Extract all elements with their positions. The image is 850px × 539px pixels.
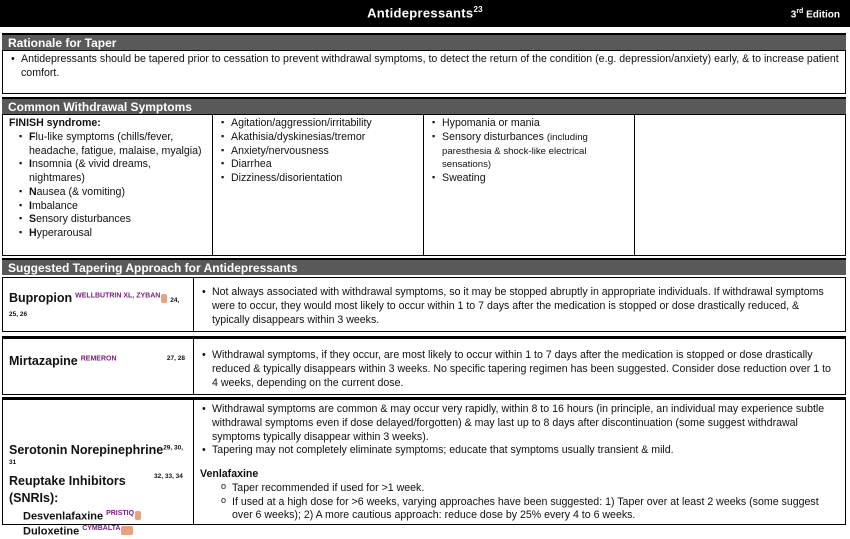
- snri-text-cell: [193, 397, 846, 525]
- snri-bullet-2: • Tapering may not completely eliminate symptoms; educate that symptoms usually transient & mild.: [200, 444, 839, 458]
- duloxetine-brand: CYMBALTA: [82, 524, 121, 532]
- pill-icon: [121, 526, 133, 535]
- rationale-box: [2, 50, 846, 94]
- snri-name-cell: [2, 397, 194, 538]
- tapering-heading: Suggested Tapering Approach for Antidepressants: [2, 258, 846, 275]
- snri-bullet-1: • Withdrawal symptoms are common & may occur very rapidly, within 8 to 16 hours (in principle, an individual may experience subtle withdrawal symptoms even if dose delayed/forgotten) & may last up to 8 days after discontinuation (some suggest withdrawal symptoms typically disappear within 3 weeks).: [200, 403, 839, 444]
- bupropion-text-cell: [193, 277, 846, 332]
- pill-icon: [161, 294, 167, 303]
- venlafaxine-sub-1: o Taper recommended if used for >1 week.: [220, 482, 839, 496]
- symptoms-column-2: [212, 114, 424, 256]
- title-reference: 23: [473, 5, 483, 14]
- mirtazapine-refs: 27, 28: [166, 355, 185, 362]
- finish-item: ▪ Sensory disturbances: [17, 213, 206, 227]
- finish-list: [17, 131, 206, 241]
- desvenlafaxine-brand: PRISTIQ: [106, 509, 135, 517]
- finish-title: FINISH syndrome:: [9, 117, 101, 129]
- bupropion-name-cell: [2, 277, 194, 332]
- mirtazapine-name: Mirtazapine: [9, 354, 78, 368]
- finish-item: ▪ Nausea (& vomiting): [17, 186, 206, 200]
- symptom-item: ▪ Anxiety/nervousness: [219, 145, 417, 159]
- symptoms-list-2: [219, 117, 417, 186]
- bupropion-refs: 24, 25, 26: [9, 297, 180, 318]
- title-bar: [0, 0, 850, 27]
- page-title: Antidepressants$^{23}$: [367, 5, 483, 21]
- finish-item: ▪ Flu-like symptoms (chills/fever, headache, fatigue, malaise, myalgia): [17, 131, 206, 159]
- edition-label: 3rd Edition: [790, 8, 840, 21]
- snri-name-line2: Reuptake Inhibitors: [9, 474, 126, 489]
- duloxetine-name: Duloxetine: [23, 525, 80, 538]
- symptom-item: ▪ Dizziness/disorientation: [219, 172, 417, 186]
- mirtazapine-text: • Withdrawal symptoms, if they occur, are most likely to occur within 1 to 7 days after the medication is stopped or dose drastically reduced & typically disappears within 3 weeks. No specific tapering regimen has been suggested. Consider dose reduction over 1 to 4 weeks, depending on the current dose.: [200, 349, 839, 390]
- mirtazapine-brand: REMERON: [80, 355, 117, 363]
- finish-column: [2, 114, 213, 256]
- finish-item: ▪ Insomnia (& vivid dreams, nightmares): [17, 158, 206, 186]
- symptoms-column-4: [634, 114, 846, 256]
- venlafaxine-heading: Venlafaxine: [200, 468, 259, 481]
- bupropion-brand: WELLBUTRIN XL, ZYBAN: [75, 292, 161, 300]
- mirtazapine-name-cell: [2, 336, 194, 395]
- rationale-text: • Antidepressants should be tapered prior to cessation to prevent withdrawal symptoms, to detect the return of the condition (e.g. depression/anxiety) early, & to increase patient comfort.: [9, 53, 839, 81]
- finish-item: ▪ Hyperarousal: [17, 227, 206, 241]
- symptoms-list-3: [430, 117, 628, 186]
- desvenlafaxine-name: Desvenlafaxine: [23, 510, 104, 523]
- venlafaxine-sub-2: o If used at a high dose for >6 weeks, varying approaches have been suggested: 1) Taper over at least 2 weeks (some suggest over 6 weeks); 2) A more cautious approach: reduce dose by 25% every 4 to 6 weeks.: [220, 496, 839, 524]
- symptom-item: ▪ Diarrhea: [219, 158, 417, 172]
- snri-refs-1: 29, 30, 31: [9, 444, 184, 466]
- snri-name-line3: (SNRIs):: [9, 490, 59, 505]
- finish-item: ▪ Imbalance: [17, 200, 206, 214]
- mirtazapine-text-cell: [193, 336, 846, 395]
- symptom-item: ▪ Sweating: [430, 172, 628, 186]
- rationale-heading: Rationale for Taper: [2, 33, 846, 50]
- withdrawal-heading: Common Withdrawal Symptoms: [2, 97, 846, 114]
- pill-icon: [135, 511, 141, 520]
- symptom-item: ▪ Sensory disturbances (including paresthesia & shock-like electrical sensations): [430, 131, 628, 172]
- symptom-item: ▪ Agitation/aggression/irritability: [219, 117, 417, 131]
- symptom-item: ▪ Hypomania or mania: [430, 117, 628, 131]
- snri-name-line1: Serotonin Norepinephrine: [9, 443, 164, 457]
- symptom-item: ▪ Akathisia/dyskinesias/tremor: [219, 131, 417, 145]
- snri-refs-2: 32, 33, 34: [154, 473, 183, 481]
- bupropion-name: Bupropion: [9, 291, 73, 305]
- symptoms-column-3: [423, 114, 635, 256]
- bupropion-text: • Not always associated with withdrawal symptoms, so it may be stopped abruptly in appropriate individuals. If withdrawal symptoms were to occur, they would most likely to occur within 1 to 7 days after the medication is stopped or dose drastically reduced, & typically disappears within 3 weeks.: [200, 286, 839, 327]
